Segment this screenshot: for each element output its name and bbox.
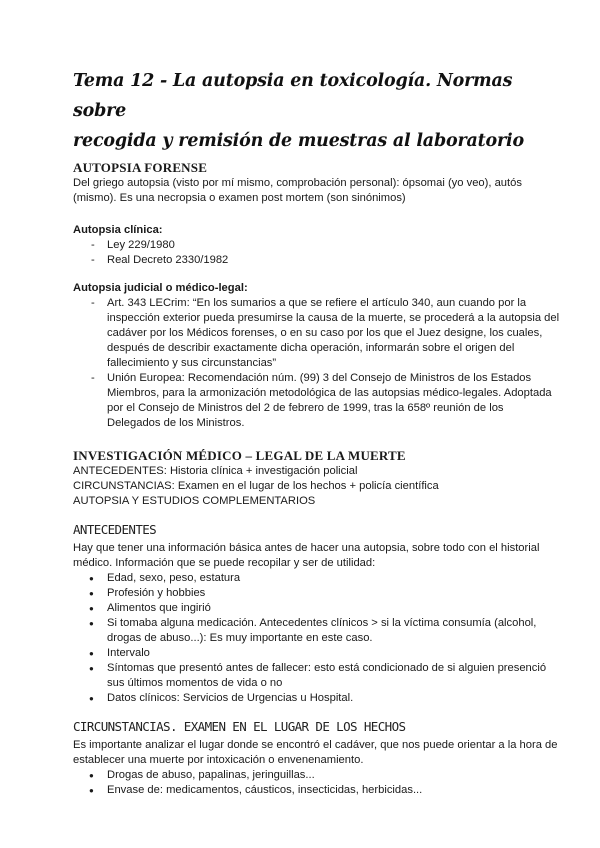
paragraph-autopsia-forense: Del griego autopsia (visto por mí mismo, comprobación personal): ópsomai (yo veo), autós (mismo). Es una necropsia o examen post mortem (son sinónimos) <box>73 177 522 204</box>
list-circunstancias <box>73 768 560 798</box>
section-antecedentes <box>73 521 560 706</box>
line-autopsia-estudios: AUTOPSIA Y ESTUDIOS COMPLEMENTARIOS <box>73 495 316 507</box>
section-autopsia-clinica <box>73 223 560 268</box>
list-antecedentes <box>73 571 560 706</box>
list-item: ● Drogas de abuso, papalinas, jeringuillas... <box>73 768 560 783</box>
title-line-1: Tema 12 - La autopsia en toxicología. Normas sobre <box>73 71 513 121</box>
heading-autopsia-forense: AUTOPSIA FORENSE <box>73 160 208 175</box>
heading-autopsia-judicial: Autopsia judicial o médico-legal: <box>73 282 248 294</box>
list-item: ● Alimentos que ingirió <box>73 601 560 616</box>
list-item: ● Envase de: medicamentos, cáusticos, insecticidas, herbicidas... <box>73 783 560 798</box>
title-line-2: recogida y remisión de muestras al laboratorio <box>73 131 524 151</box>
heading-circunstancias: CIRCUNSTANCIAS. EXAMEN EN EL LUGAR DE LOS HECHOS <box>73 719 406 734</box>
section-circunstancias <box>73 718 560 798</box>
line-antecedentes: ANTECEDENTES: Historia clínica + investigación policial <box>73 465 358 477</box>
document-title <box>73 66 560 156</box>
paragraph-circunstancias: Es importante analizar el lugar donde se encontró el cadáver, que nos puede orientar a la hora de establecer una muerte por intoxicación o envenenamiento. <box>73 739 558 766</box>
list-item: - Ley 229/1980 <box>73 238 560 253</box>
list-item: ● Si tomaba alguna medicación. Antecedentes clínicos > si la víctima consumía (alcohol, drogas de abuso...): Es muy importante en este caso. <box>73 616 560 646</box>
list-item: - Unión Europea: Recomendación núm. (99) 3 del Consejo de Ministros de los Estados Miembros, para la armonización metodológica de las autopsias médico-legales. Adoptada por el Consejo de Ministros del 2 de febrero de 1999, tras la 658º reunión de los Delegados de los Ministros. <box>73 371 560 431</box>
section-investigacion <box>73 448 560 509</box>
list-item: ● Síntomas que presentó antes de fallecer: esto está condicionado de si alguien presenció sus últimos momentos de vida o no <box>73 661 560 691</box>
list-item: ● Profesión y hobbies <box>73 586 560 601</box>
list-autopsia-clinica <box>73 238 560 268</box>
list-item: ● Intervalo <box>73 646 560 661</box>
heading-antecedentes: ANTECEDENTES <box>73 522 157 537</box>
list-autopsia-judicial <box>73 296 560 431</box>
section-autopsia-forense <box>73 160 560 206</box>
line-circunstancias: CIRCUNSTANCIAS: Examen en el lugar de los hechos + policía científica <box>73 480 439 492</box>
list-item: - Real Decreto 2330/1982 <box>73 253 560 268</box>
paragraph-antecedentes: Hay que tener una información básica antes de hacer una autopsia, sobre todo con el historial médico. Información que se puede recopilar y ser de utilidad: <box>73 542 540 569</box>
list-item: ● Edad, sexo, peso, estatura <box>73 571 560 586</box>
list-item: - Art. 343 LECrim: “En los sumarios a que se refiere el artículo 340, aun cuando por la inspección exterior pueda presumirse la causa de la muerte, se procederá a la autopsia del cadáver por los Médicos forenses, o en su caso por los que el Juez designe, los cuales, después de describir exactamente dicha operación, informarán sobre el origen del fallecimiento y sus circunstancias” <box>73 296 560 371</box>
heading-investigacion: INVESTIGACIÓN MÉDICO – LEGAL DE LA MUERTE <box>73 448 406 463</box>
section-autopsia-judicial <box>73 281 560 431</box>
heading-autopsia-clinica: Autopsia clínica: <box>73 224 163 236</box>
list-item: ● Datos clínicos: Servicios de Urgencias u Hospital. <box>73 691 560 706</box>
